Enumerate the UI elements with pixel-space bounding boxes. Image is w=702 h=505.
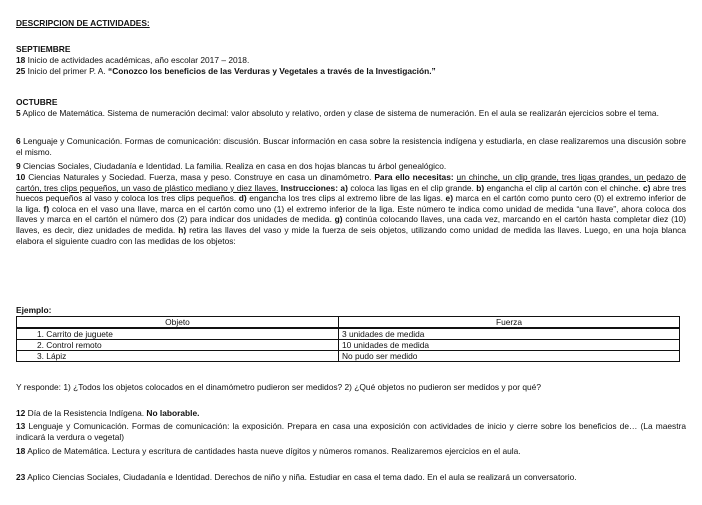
table-cell: 10 unidades de medida: [339, 340, 680, 351]
october-item-18: [16, 446, 686, 457]
table-cell: No pudo ser medido: [339, 351, 680, 362]
example-table: [16, 316, 680, 362]
example-label: Ejemplo:: [16, 305, 52, 315]
item-number: 9: [16, 161, 21, 171]
october-item-5: [16, 108, 686, 119]
october-item-13: [16, 421, 686, 442]
item-text: Lenguaje y Comunicación. Formas de comunicación: discusión. Buscar información en casa sobre la resistencia indígena y estudiarla, en clase realizaremos una discusión sobre el mismo.: [16, 136, 686, 157]
item-text: Día de la Resistencia Indígena.: [27, 408, 145, 418]
item-number: 5: [16, 108, 21, 118]
column-header-objeto: Objeto: [17, 317, 339, 329]
table-header-row: [17, 317, 680, 329]
september-item-25: [16, 66, 686, 77]
october-item-12: [16, 408, 686, 419]
october-item-9: [16, 161, 686, 172]
step-f: coloca en el vaso una llave, marca en el cartón como uno (1) el extremo inferior de la liga. Este número te indica como unidad de medida “una llave”, ahora coloca dos llaves y marca en el cartón el número dos (2) para indicar dos unidades de medida.: [16, 203, 687, 225]
step-d: engancha los tres clips al extremo libre de las ligas.: [249, 193, 443, 204]
step-c: abre tres huecos pequeños al vaso y coloca los tres clips pequeños.: [16, 182, 687, 204]
step-b-label: b): [476, 182, 485, 193]
step-e-label: e): [445, 193, 453, 204]
step-g: continúa colocando llaves, una cada vez, marcando en el cartón hasta completar diez (10) llaves, es decir, diez unidades de medida.: [16, 214, 686, 235]
table-row: [17, 340, 680, 351]
item-number: 12: [16, 408, 26, 418]
item-number: 18: [16, 55, 26, 65]
october-item-6: [16, 136, 686, 157]
column-header-fuerza: Fuerza: [339, 317, 680, 329]
materials-list: un chinche, un clip grande, tres ligas grandes, un pedazo de cartón, tres clips pequeños, un vaso de plástico mediano y diez llaves.: [16, 172, 687, 193]
item-text: Aplico de Matemática. Sistema de numeración decimal: valor absoluto y relativo, orden y clase de sistema de numeración. En el aula se realizarán ejercicios sobre el tema.: [22, 108, 659, 118]
step-e: marca en el cartón como punto cero (0) el extremo inferior de la liga.: [16, 193, 687, 214]
respond-questions: Y responde: 1) ¿Todos los objetos colocados en el dinamómetro pudieron ser medidos? 2) ¿Qué objetos no pudieron ser medidos y por qué?: [16, 382, 541, 392]
item-intro: Ciencias Naturales y Sociedad. Fuerza, masa y peso. Construye en casa un dinamómetro.: [28, 172, 372, 182]
table-cell: 3. Lápiz: [17, 351, 339, 362]
table-cell: 1. Carrito de juguete: [17, 328, 339, 340]
item-text: Aplico Ciencias Sociales, Ciudadanía e Identidad. Derechos de niño y niña. Estudiar en casa el tema dado. En el aula se realizará un conversatorio.: [27, 472, 577, 482]
step-d-label: d): [238, 193, 247, 204]
table-row: [17, 351, 680, 362]
table-cell: 2. Control remoto: [17, 340, 339, 351]
step-f-label: f): [43, 203, 50, 214]
table-row: [17, 328, 680, 340]
item-number: 10: [16, 172, 26, 182]
october-item-10: [16, 172, 686, 246]
october-item-23: [16, 472, 686, 483]
step-a: coloca las ligas en el clip grande.: [350, 182, 474, 193]
item-number: 18: [16, 446, 26, 456]
item-text: Lenguaje y Comunicación. Formas de comunicación: la exposición. Prepara en casa una exposición con actividades de inicio y cierre sobre los beneficios de… (La maestra indicará la verdura o vegetal): [16, 421, 686, 442]
project-title: “Conozco los beneficios de las Verduras y Vegetales a través de la Investigación.”: [108, 66, 436, 76]
item-text: Ciencias Sociales, Ciudadanía e Identidad. La familia. Realiza en casa en dos hojas blancas tu árbol genealógico.: [23, 161, 447, 171]
item-number: 13: [16, 421, 26, 431]
document-title: DESCRIPCION DE ACTIVIDADES:: [16, 18, 150, 28]
table-cell: 3 unidades de medida: [339, 328, 680, 340]
september-item-18: [16, 55, 686, 66]
instructions-label: Instrucciones: a): [280, 182, 348, 193]
item-number: 23: [16, 472, 26, 482]
step-h-label: h): [178, 224, 187, 235]
item-text: Aplico de Matemática. Lectura y escritura de cantidades hasta nueve dígitos y números romanos. Realizaremos ejercicios en el aula.: [27, 446, 521, 456]
september-heading: SEPTIEMBRE: [16, 44, 71, 54]
item-text: Inicio del primer P. A.: [27, 66, 106, 76]
step-b: engancha el clip al cartón con el chinche.: [486, 182, 641, 193]
item-number: 25: [16, 66, 26, 76]
item-number: 6: [16, 136, 21, 146]
step-c-label: c): [642, 182, 651, 193]
step-g-label: g): [334, 214, 343, 225]
october-heading: OCTUBRE: [16, 97, 58, 107]
item-text: Inicio de actividades académicas, año escolar 2017 – 2018.: [27, 55, 250, 65]
step-h: retira las llaves del vaso y mide la fuerza de seis objetos, utilizando como unidad de medida las llaves. Luego, en una hoja blanca elabora el siguiente cuadro con las medidas de los objetos:: [16, 224, 687, 246]
materials-label: Para ello necesitas:: [374, 172, 454, 182]
holiday-note: No laborable.: [146, 408, 200, 418]
